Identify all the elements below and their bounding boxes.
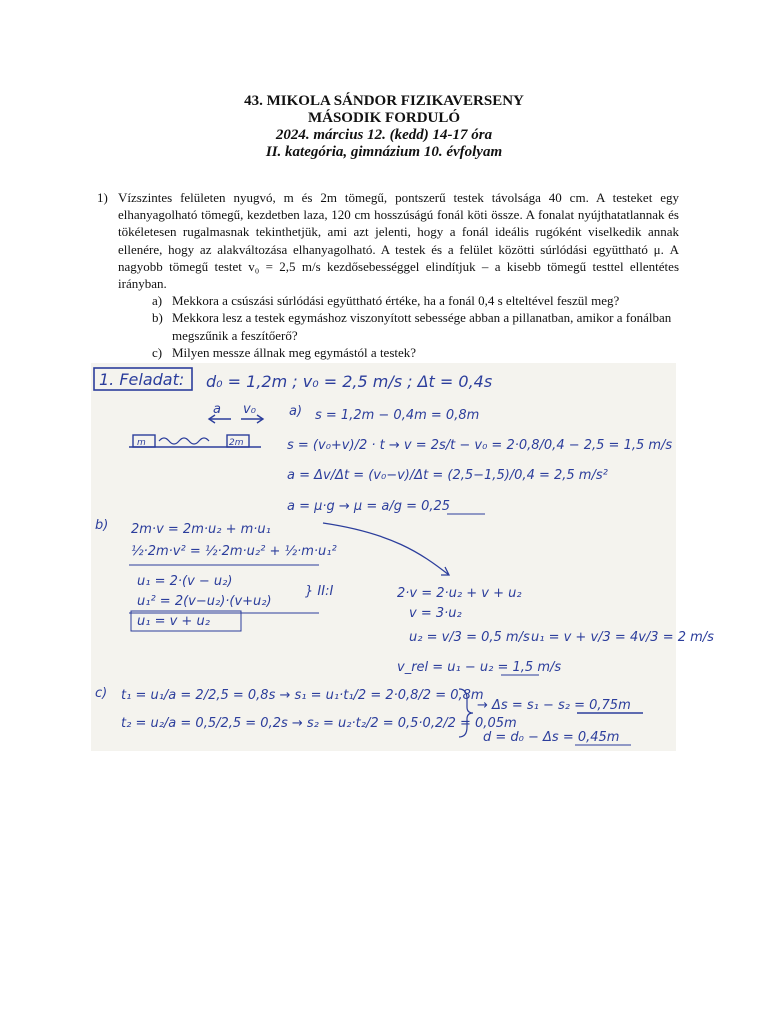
part-a-line3: a = Δv/Δt = (v₀−v)/Δt = (2,5−1,5)/0,4 = 2,5 m/s² <box>287 468 608 483</box>
question-b: b) Mekkora lesz a testek egymáshoz viszonyított sebessége abban a pillanatban, amikor a fonálban megszűnik a feszítőerő? <box>152 310 672 343</box>
part-c-line1: t₁ = u₁/a = 2/2,5 = 0,8s → s₁ = u₁·t₁/2 = 2·0,8/2 = 0,8m <box>121 688 484 703</box>
solution-title: 1. Feladat: <box>99 370 185 389</box>
part-b-eq1: u₁ = 2·(v − u₂) <box>137 574 233 589</box>
part-b-label: b) <box>95 518 109 533</box>
part-b-right-line1: 2·v = 2·u₂ + v + u₂ <box>397 586 522 601</box>
competition-title: 43. MIKOLA SÁNDOR FIZIKAVERSENY <box>244 93 524 109</box>
sketch-arrow-a: a <box>213 402 221 417</box>
exam-header <box>0 93 768 161</box>
problem-text: Vízszintes felületen nyugvó, m és 2m tömegű, pontszerű testek távolsága 40 cm. A testeket egy elhanyagolható tömegű, kezdetben laza, 120 cm hosszúságú fonál köti össze. A fonalat nyújthatatlannak és tökéletesen rugalmasnak tekinthetjük, ami azt jelenti, hogy a fonál ideális rugóként viselkedik annak ellenére, hogy az alakváltozása elhanyagolható. A testek és a felület közötti súrlódási együttható μ. A nagyobb tömegű testet v₀ = 2,5 m/s kezdősebességgel elindítjuk – a kisebb tömegű testtel ellentétes irányban. <box>118 190 679 292</box>
given-values: d₀ = 1,2m ; v₀ = 2,5 m/s ; Δt = 0,4s <box>206 372 493 391</box>
arrow-to-solution <box>323 523 449 575</box>
part-c-line3: → Δs = s₁ − s₂ = 0,75m <box>477 698 631 713</box>
part-b-right-line5: v_rel = u₁ − u₂ = 1,5 m/s <box>397 660 562 675</box>
part-b-right-line3: u₂ = v/3 = 0,5 m/s <box>409 630 530 645</box>
question-a: a) Mekkora a csúszási súrlódási együttható értéke, ha a fonál 0,4 s elteltével feszül meg? <box>152 293 620 309</box>
part-a-label: a) <box>289 404 303 419</box>
sketch <box>129 402 263 448</box>
exam-date: 2024. március 12. (kedd) 14-17 óra <box>275 127 493 143</box>
box-small-label: m <box>137 438 146 448</box>
question-list <box>152 292 679 361</box>
question-c: c) Milyen messze állnak meg egymástól a testek? <box>152 344 417 360</box>
sketch-arrow-v0: v₀ <box>243 402 256 417</box>
part-b-eq3: u₁ = v + u₂ <box>137 614 210 629</box>
problem-number: 1) <box>97 190 108 205</box>
part-c-line4: d = d₀ − Δs = 0,45m <box>483 730 620 745</box>
part-b-eq2: u₁² = 2(v−u₂)·(v+u₂) <box>137 594 272 609</box>
part-b-right-line4: u₁ = v + v/3 = 4v/3 = 2 m/s <box>531 630 714 645</box>
round-title: MÁSODIK FORDULÓ <box>307 110 461 126</box>
part-c-line2: t₂ = u₂/a = 0,5/2,5 = 0,2s → s₂ = u₂·t₂/2 = 0,5·0,2/2 = 0,05m <box>121 716 517 731</box>
exam-category: II. kategória, gimnázium 10. évfolyam <box>265 144 503 160</box>
part-a-line4: a = μ·g → μ = a/g = 0,25 <box>287 499 451 514</box>
box-large-label: 2m <box>229 438 244 448</box>
part-b-right-line2: v = 3·u₂ <box>409 606 462 621</box>
part-b-divide-note: } II:I <box>305 584 334 599</box>
solution-sheet <box>91 363 714 751</box>
part-a-line2: s = (v₀+v)/2 · t → v = 2s/t − v₀ = 2·0,8/0,4 − 2,5 = 1,5 m/s <box>287 438 673 453</box>
part-a-line1: s = 1,2m − 0,4m = 0,8m <box>315 408 480 423</box>
part-b-energy: ½·2m·v² = ½·2m·u₂² + ½·m·u₁² <box>131 544 337 559</box>
part-c-label: c) <box>95 686 108 701</box>
part-b-momentum: 2m·v = 2m·u₂ + m·u₁ <box>131 522 271 537</box>
handwritten-solution <box>91 363 714 751</box>
problem-statement <box>97 189 679 361</box>
